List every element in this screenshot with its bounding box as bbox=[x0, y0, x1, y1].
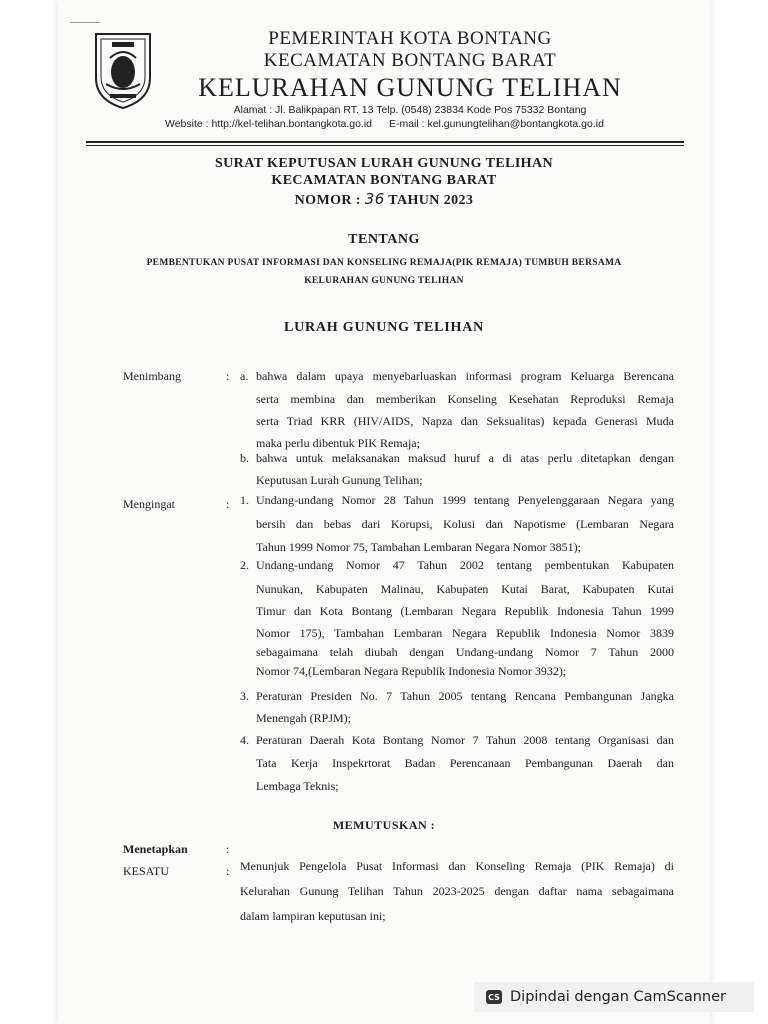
decree-subtitle: KECAMATAN BONTANG BARAT bbox=[271, 173, 497, 188]
mengingat-2-line: sebagaimana telah diubah dengan Undang-undang Nomor 7 Tahun 2000 bbox=[256, 645, 674, 659]
letterhead-contact bbox=[165, 118, 645, 131]
tentang-heading: TENTANG bbox=[348, 232, 420, 247]
about-line-1: PEMBENTUKAN PUSAT INFORMASI DAN KONSELING REMAJA(PIK REMAJA) TUMBUH BERSAMA bbox=[146, 258, 622, 268]
kesatu-colon: : bbox=[226, 864, 230, 878]
menimbang-a-line: maka perlu dibentuk PIK Remaja; bbox=[256, 436, 420, 450]
mengingat-1-line: bersih dan bebas dari Korupsi, Kolusi dan Napotisme (Lembaran Negara bbox=[256, 517, 674, 531]
menimbang-label: Menimbang bbox=[123, 369, 181, 383]
menetapkan-label: Menetapkan bbox=[123, 842, 188, 856]
menetapkan-colon: : bbox=[226, 842, 230, 856]
letterhead-district: KECAMATAN BONTANG BARAT bbox=[263, 50, 557, 71]
decree-number-prefix: NOMOR : bbox=[294, 193, 365, 208]
mengingat-4-line: Peraturan Daerah Kota Bontang Nomor 7 Tahun 2008 tentang Organisasi dan bbox=[256, 733, 674, 747]
menimbang-a-line: serta Triad KRR (HIV/AIDS, Napza dan Seksualitas) kepada Generasi Muda bbox=[256, 414, 674, 428]
mengingat-2-mark: 2. bbox=[240, 558, 249, 572]
decree-number-handwritten: 36 bbox=[364, 190, 385, 208]
camscanner-text: Dipindai dengan CamScanner bbox=[510, 989, 727, 1005]
mengingat-colon: : bbox=[226, 497, 230, 511]
letterhead-rule-thick bbox=[86, 141, 684, 143]
menimbang-a-line: bahwa dalam upaya menyebarluaskan informasi program Keluarga Berencana bbox=[256, 369, 674, 383]
decree-title: SURAT KEPUTUSAN LURAH GUNUNG TELIHAN bbox=[214, 156, 553, 171]
letterhead-village: KELURAHAN GUNUNG TELIHAN bbox=[198, 73, 622, 102]
letterhead-rule-thin bbox=[86, 145, 684, 146]
mengingat-3-mark: 3. bbox=[240, 689, 249, 703]
mengingat-2-line: Nunukan, Kabupaten Malinau, Kabupaten Kutai Barat, Kabupaten Kutai bbox=[256, 582, 674, 596]
mengingat-4-line: Tata Kerja Inspekrtorat Badan Perencanaan Pembangunan Daerah dan bbox=[256, 756, 674, 770]
menimbang-colon: : bbox=[226, 369, 230, 383]
menimbang-a-line: serta membina dan memberikan Konseling Kesehatan Reproduksi Remaja bbox=[256, 392, 674, 406]
letterhead-website: Website : http://kel-telihan.bontangkota.go.id bbox=[165, 118, 373, 130]
memutuskan-heading: MEMUTUSKAN : bbox=[332, 818, 436, 832]
kesatu-line: Menunjuk Pengelola Pusat Informasi dan Konseling Remaja (PIK Remaja) di bbox=[240, 859, 674, 873]
mengingat-1-line: Undang-undang Nomor 28 Tahun 1999 tentang Penyelenggaraan Negara yang bbox=[256, 493, 674, 507]
mengingat-3-line: Peraturan Presiden No. 7 Tahun 2005 tentang Rencana Pembangunan Jangka bbox=[256, 689, 674, 703]
letterhead bbox=[160, 28, 660, 117]
menimbang-a-mark: a. bbox=[240, 369, 249, 383]
mengingat-4-line: Lembaga Teknis; bbox=[256, 779, 339, 793]
mengingat-label: Mengingat bbox=[123, 497, 175, 511]
mengingat-2-line: Timur dan Kota Bontang (Lembaran Negara Republik Indonesia Tahun 1999 bbox=[256, 604, 674, 618]
about-line-2: KELURAHAN GUNUNG TELIHAN bbox=[304, 276, 464, 286]
mengingat-4-mark: 4. bbox=[240, 733, 249, 747]
menimbang-b-line: Keputusan Lurah Gunung Telihan; bbox=[256, 473, 423, 487]
kesatu-label: KESATU bbox=[123, 864, 170, 878]
letterhead-government: PEMERINTAH KOTA BONTANG bbox=[268, 28, 552, 49]
scan-mark bbox=[70, 22, 100, 23]
mengingat-2-line: Undang-undang Nomor 47 Tahun 2002 tentang pembentukan Kabupaten bbox=[256, 558, 674, 572]
decree-number bbox=[58, 190, 710, 209]
mengingat-2-line: Nomor 74,(Lembaran Negara Republik Indonesia Nomor 3932); bbox=[256, 664, 567, 678]
mengingat-2-line: Nomor 175), Tambahan Lembaran Negara Republik Indonesia Nomor 3839 bbox=[256, 626, 674, 640]
kesatu-line: Kelurahan Gunung Telihan Tahun 2023-2025 dengan daftar nama sebagaimana bbox=[240, 884, 674, 898]
lurah-heading: LURAH GUNUNG TELIHAN bbox=[283, 320, 485, 335]
letterhead-email: E-mail : kel.gunungtelihan@bontangkota.go.id bbox=[388, 118, 604, 130]
mengingat-3-line: Menengah (RPJM); bbox=[256, 711, 351, 725]
menimbang-b-line: bahwa untuk melaksanakan maksud huruf a di atas perlu ditetapkan dengan bbox=[256, 451, 674, 465]
decree-number-suffix: TAHUN 2023 bbox=[384, 193, 474, 208]
mengingat-1-mark: 1. bbox=[240, 493, 249, 507]
menimbang-b-mark: b. bbox=[240, 451, 249, 465]
camscanner-logo-icon: CS bbox=[486, 990, 502, 1004]
kesatu-line: dalam lampiran keputusan ini; bbox=[240, 909, 386, 923]
mengingat-1-line: Tahun 1999 Nomor 75, Tambahan Lembaran Negara Nomor 3851); bbox=[256, 540, 582, 554]
camscanner-watermark bbox=[474, 982, 754, 1012]
letterhead-address: Alamat : Jl. Balikpapan RT. 13 Telp. (0548) 23834 Kode Pos 75332 Bontang bbox=[233, 104, 587, 116]
city-seal-logo bbox=[88, 28, 158, 110]
